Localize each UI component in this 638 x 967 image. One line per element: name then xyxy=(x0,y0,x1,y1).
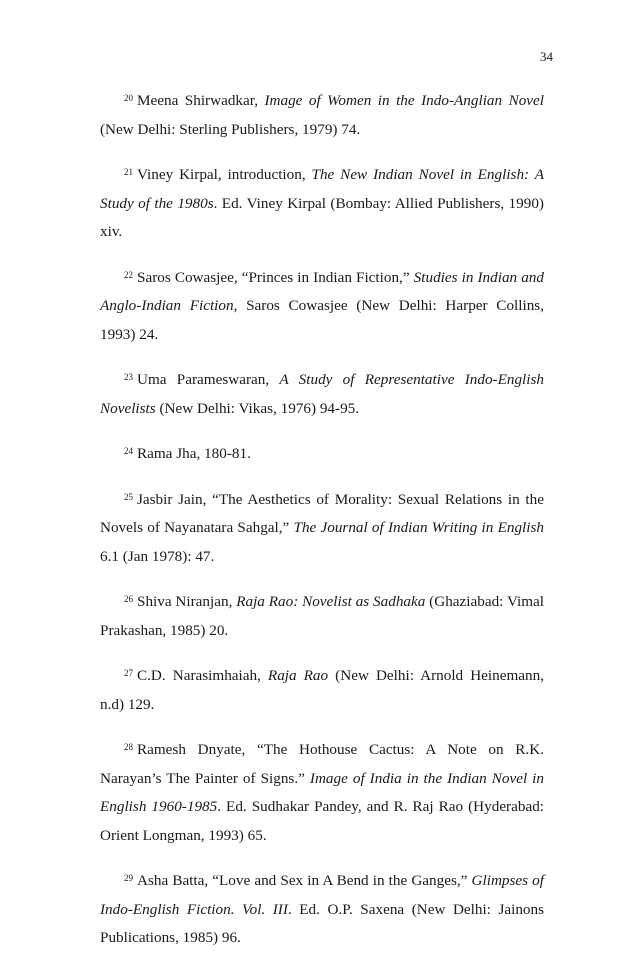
footnote-number: 21 xyxy=(124,167,133,177)
footnote-24 xyxy=(100,437,544,469)
footnote-text: Shiva Niranjan, xyxy=(137,593,237,610)
footnote-text: (New Delhi: Arnold Heinemann, n.d) 129. xyxy=(100,667,544,713)
footnote-italic-title: The Journal of Indian Writing in English xyxy=(293,519,544,536)
footnote-text: Viney Kirpal, introduction, xyxy=(137,166,312,183)
footnote-21 xyxy=(100,158,544,247)
footnote-number: 20 xyxy=(124,93,133,103)
footnote-text: , Saros Cowasjee (New Delhi: Harper Collins, 1993) 24. xyxy=(100,297,544,343)
footnote-23 xyxy=(100,363,544,423)
footnote-text: Asha Batta, “Love and Sex in A Bend in the Ganges,” xyxy=(137,872,472,889)
footnote-number: 24 xyxy=(124,446,133,456)
footnote-number: 26 xyxy=(124,594,133,604)
footnote-25 xyxy=(100,483,544,572)
footnote-text: 6.1 (Jan 1978): 47. xyxy=(100,547,215,565)
footnote-text: Rama Jha, 180-81. xyxy=(137,445,251,462)
footnote-number: 28 xyxy=(124,742,133,752)
footnote-26 xyxy=(100,585,544,645)
footnote-italic-title: Glimpses of Indo-English Fiction. Vol. III xyxy=(100,872,544,918)
footnote-italic-title: Studies in Indian and Anglo-Indian Fiction xyxy=(100,268,544,314)
footnote-italic-title: Image of Women in the Indo-Anglian Novel xyxy=(264,92,544,109)
footnote-number: 25 xyxy=(124,491,133,502)
footnote-text: (Ghaziabad: Vimal Prakashan, 1985) 20. xyxy=(100,593,544,639)
footnote-text: C.D. Narasimhaiah, xyxy=(137,667,268,684)
footnote-20 xyxy=(100,84,544,144)
footnote-number: 27 xyxy=(124,668,133,678)
footnote-italic-title: Raja Rao: Novelist as Sadhaka xyxy=(236,593,426,610)
footnote-text: (New Delhi: Vikas, 1976) 94-95. xyxy=(155,399,360,417)
footnote-text: . Ed. Viney Kirpal (Bombay: Allied Publishers, 1990) xiv. xyxy=(100,194,544,240)
footnote-italic-title: The New Indian Novel in English: A Study of the 1980s xyxy=(100,166,544,212)
footnotes-list xyxy=(100,84,544,967)
footnote-27 xyxy=(100,659,544,719)
footnote-italic-title: A Study of Representative Indo-English Novelists xyxy=(100,371,544,417)
footnote-text: Ramesh Dnyate, “The Hothouse Cactus: A Note on R.K. Narayan’s The Painter of Signs.” xyxy=(100,741,544,787)
footnote-text: (New Delhi: Sterling Publishers, 1979) 74. xyxy=(100,120,361,138)
footnote-text: . Ed. Sudhakar Pandey, and R. Raj Rao (Hyderabad: Orient Longman, 1993) 65. xyxy=(100,798,545,844)
footnote-italic-title: Image of India in the Indian Novel in English 1960-1985 xyxy=(100,769,544,815)
footnote-text: . Ed. O.P. Saxena (New Delhi: Jainons Publications, 1985) 96. xyxy=(100,900,545,946)
footnote-29 xyxy=(100,864,544,953)
footnote-number: 22 xyxy=(124,269,133,280)
footnote-22 xyxy=(100,261,544,350)
footnote-text: Uma Parameswaran, xyxy=(137,371,280,388)
footnote-number: 29 xyxy=(124,873,133,883)
page-number: 34 xyxy=(540,49,553,64)
footnote-text: Saros Cowasjee, “Princes in Indian Fiction,” xyxy=(137,268,414,286)
footnote-italic-title: Raja Rao xyxy=(267,667,329,684)
footnote-number: 23 xyxy=(124,372,133,382)
footnote-text: Meena Shirwadkar, xyxy=(137,92,265,109)
footnote-28 xyxy=(100,733,544,850)
footnote-text: Jasbir Jain, “The Aesthetics of Morality: Sexual Relations in the Novels of Nayanatara Sahgal,” xyxy=(100,490,544,536)
